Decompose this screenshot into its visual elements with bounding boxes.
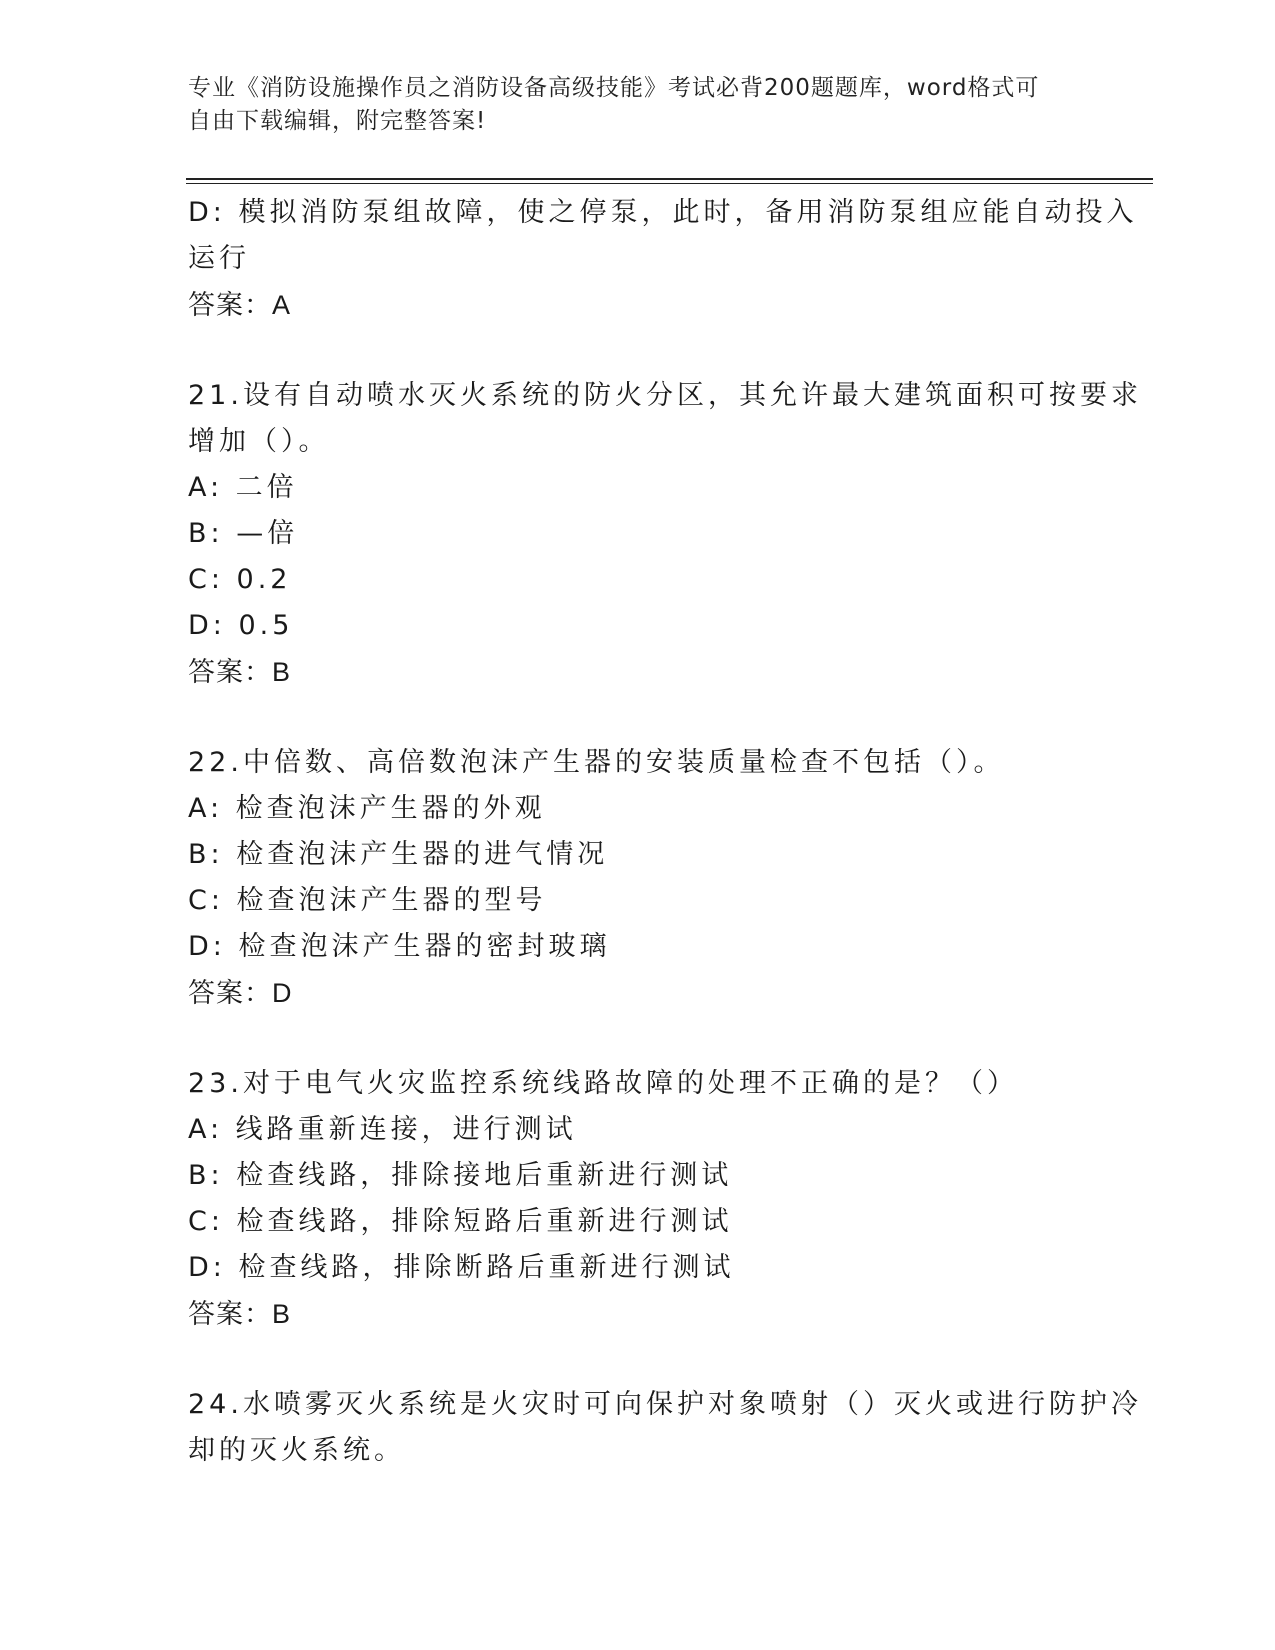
option-d: D: 检查线路，排除断路后重新进行测试 (188, 1252, 735, 1283)
option-a: A: 二倍 (188, 472, 298, 503)
question-stem: 24.水喷雾灭火系统是火灾时可向保护对象喷射（）灭火或进行防护冷 (188, 1389, 1142, 1420)
prev-question-block (188, 190, 1138, 328)
answer-line: 答案：B (188, 1299, 292, 1329)
question-stem-continued: 却的灭火系统。 (188, 1435, 405, 1466)
option-d: D: 检查泡沫产生器的密封玻璃 (188, 931, 611, 962)
option-d: D: 0.5 (188, 610, 294, 641)
question-stem: 23.对于电气火灾监控系统线路故障的处理不正确的是？（） (188, 1068, 1018, 1099)
option-d-continued: 运行 (188, 243, 250, 274)
question-22 (188, 740, 1088, 1016)
question-stem: 22.中倍数、高倍数泡沫产生器的安装质量检查不包括（）。 (188, 747, 1005, 778)
header-rule-thick (186, 178, 1153, 180)
header-line-2: 自由下载编辑，附完整答案! (188, 108, 487, 134)
question-stem-continued: 增加（）。 (188, 426, 330, 457)
option-b: B: 检查线路，排除接地后重新进行测试 (188, 1160, 733, 1191)
header-line-1: 专业《消防设施操作员之消防设备高级技能》考试必背200题题库，word格式可 (188, 75, 1040, 101)
question-stem: 21.设有自动喷水灭火系统的防火分区，其允许最大建筑面积可按要求 (188, 380, 1142, 411)
question-content (188, 190, 1142, 1474)
question-21 (188, 373, 1142, 695)
option-d: D: 模拟消防泵组故障，使之停泵，此时，备用消防泵组应能自动投入 (188, 197, 1138, 228)
option-c: C: 检查泡沫产生器的型号 (188, 885, 547, 916)
option-a: A: 线路重新连接，进行测试 (188, 1114, 577, 1145)
answer-line: 答案：A (188, 290, 292, 320)
header-rule-thin (186, 183, 1153, 184)
answer-line: 答案：D (188, 978, 293, 1008)
option-c: C: 检查线路，排除短路后重新进行测试 (188, 1206, 733, 1237)
answer-line: 答案：B (188, 657, 292, 687)
option-c: C: 0.2 (188, 564, 292, 595)
question-24 (188, 1382, 1142, 1474)
option-b: B: —倍 (188, 518, 299, 549)
option-a: A: 检查泡沫产生器的外观 (188, 793, 546, 824)
option-b: B: 检查泡沫产生器的进气情况 (188, 839, 609, 870)
page-header (188, 72, 1068, 138)
question-23 (188, 1061, 1088, 1337)
